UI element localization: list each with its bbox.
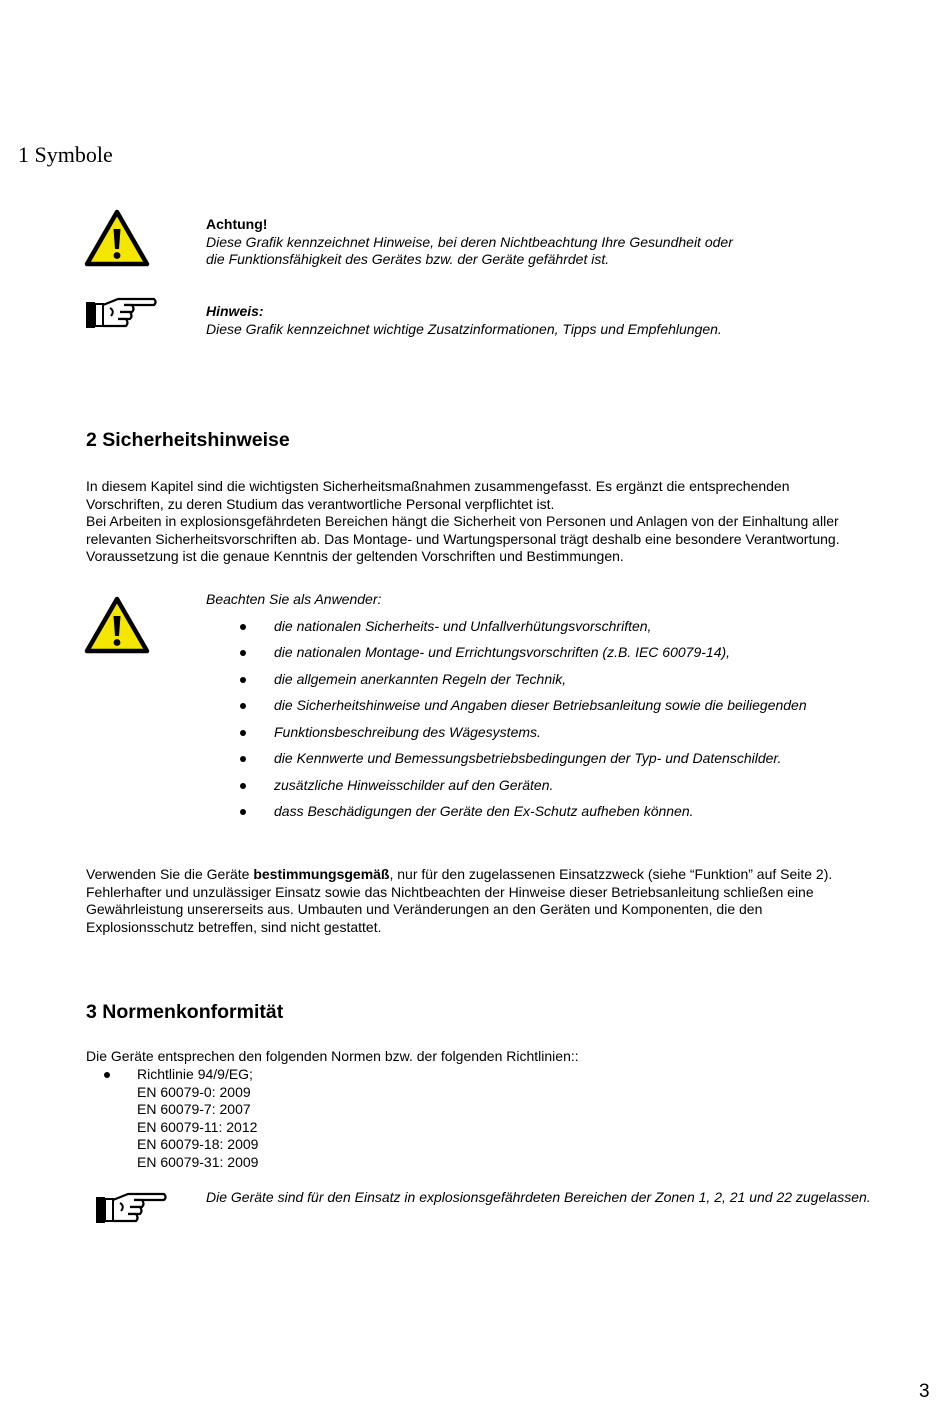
list-item: die allgemein anerkannten Regeln der Technik, (274, 671, 567, 687)
section-1-heading: 1 Symbole (18, 142, 113, 167)
norms-list (137, 1066, 437, 1172)
note-title: Hinweis: (206, 303, 264, 319)
bullet-dot (240, 703, 246, 709)
norm-item: EN 60079-31: 2009 (137, 1153, 259, 1170)
usage-line: Gewährleistung unsererseits aus. Umbauten und Veränderungen an den Geräten und Komponenten, die den (86, 901, 763, 918)
warning-triangle-icon (84, 209, 150, 267)
intro-line: In diesem Kapitel sind die wichtigsten Sicherheitsmaßnahmen zusammengefasst. Es ergänzt die entsprechenden (86, 478, 790, 494)
intro-line: Voraussetzung ist die genaue Kenntnis der geltenden Vorschriften und Bestimmungen. (86, 548, 624, 565)
warning-text-line: die Funktionsfähigkeit des Gerätes bzw. der Geräte gefährdet ist. (206, 251, 610, 268)
bullet-dot (240, 730, 246, 736)
safety-intro (86, 478, 916, 566)
usage-line-1 (86, 866, 936, 884)
usage-text: Verwenden Sie die Geräte (86, 866, 254, 882)
bullet-dot (240, 756, 246, 762)
bullet-dot (104, 1072, 110, 1078)
page-number: 3 (919, 1381, 930, 1402)
warning-triangle-icon (84, 596, 150, 654)
norm-item: EN 60079-11: 2012 (137, 1118, 258, 1135)
usage-bold-text: bestimmungsgemäß (253, 866, 390, 882)
bullet-dot (240, 809, 246, 815)
norm-item: EN 60079-18: 2009 (137, 1136, 259, 1153)
list-item: die nationalen Montage- und Errichtungsvorschriften (z.B. IEC 60079-14), (274, 644, 731, 660)
norms-intro: Die Geräte entsprechen den folgenden Normen bzw. der folgenden Richtlinien:: (86, 1048, 579, 1064)
usage-text: , nur für den zugelassenen Einsatzzweck (siehe “Funktion” auf Seite 2). (389, 866, 833, 882)
list-item: Funktionsbeschreibung des Wägesystems. (274, 724, 541, 740)
pointing-hand-icon (94, 1187, 168, 1227)
norm-item: Richtlinie 94/9/EG; (137, 1066, 253, 1082)
note-text: Diese Grafik kennzeichnet wichtige Zusatzinformationen, Tipps und Empfehlungen. (206, 320, 722, 337)
intro-line: Vorschriften, zu deren Studium das verantwortliche Personal verpflichtet ist. (86, 495, 555, 512)
note-block (206, 303, 906, 338)
list-item: zusätzliche Hinweisschilder auf den Geräten. (274, 777, 554, 793)
list-item: die nationalen Sicherheits- und Unfallverhütungsvorschriften, (274, 618, 652, 634)
usage-line: Fehlerhafter und unzulässiger Einsatz sowie das Nichtbeachten der Hinweise dieser Betriebsanleitung schließen eine (86, 883, 814, 900)
list-item: die Sicherheitshinweise und Angaben dieser Betriebsanleitung sowie die beiliegenden (274, 697, 807, 713)
pointing-hand-icon (84, 292, 158, 332)
list-item: dass Beschädigungen der Geräte den Ex-Schutz aufheben können. (274, 803, 694, 819)
user-heading: Beachten Sie als Anwender: (206, 591, 382, 607)
warning-text-line: Diese Grafik kennzeichnet Hinweise, bei deren Nichtbeachtung Ihre Gesundheit oder (206, 233, 733, 250)
list-item: die Kennwerte und Bemessungsbetriebsbedingungen der Typ- und Datenschilder. (274, 750, 782, 766)
usage-line: Explosionsschutz betreffen, sind nicht gestattet. (86, 918, 382, 935)
warning-block (206, 216, 906, 269)
intro-line: Bei Arbeiten in explosionsgefährdeten Bereichen hängt die Sicherheit von Personen und Anlagen von der Einhaltung aller (86, 513, 839, 530)
usage-paragraph (86, 866, 936, 936)
section-3-heading: 3 Normenkonformität (86, 1001, 284, 1023)
intro-line: relevanten Sicherheitsvorschriften ab. Das Montage- und Wartungspersonal trägt deshalb eine besondere Verantwortung. (86, 530, 840, 547)
norm-item: EN 60079-7: 2007 (137, 1101, 251, 1118)
warning-title: Achtung! (206, 216, 268, 232)
bullet-dot (240, 677, 246, 683)
norm-item: EN 60079-0: 2009 (137, 1083, 251, 1100)
bullet-dot (240, 650, 246, 656)
bullet-dot (240, 624, 246, 630)
zones-note: Die Geräte sind für den Einsatz in explosionsgefährdeten Bereichen der Zonen 1, 2, 21 und 22 zugelassen. (206, 1189, 871, 1205)
bullet-dot (240, 783, 246, 789)
section-2-heading: 2 Sicherheitshinweise (86, 429, 290, 451)
